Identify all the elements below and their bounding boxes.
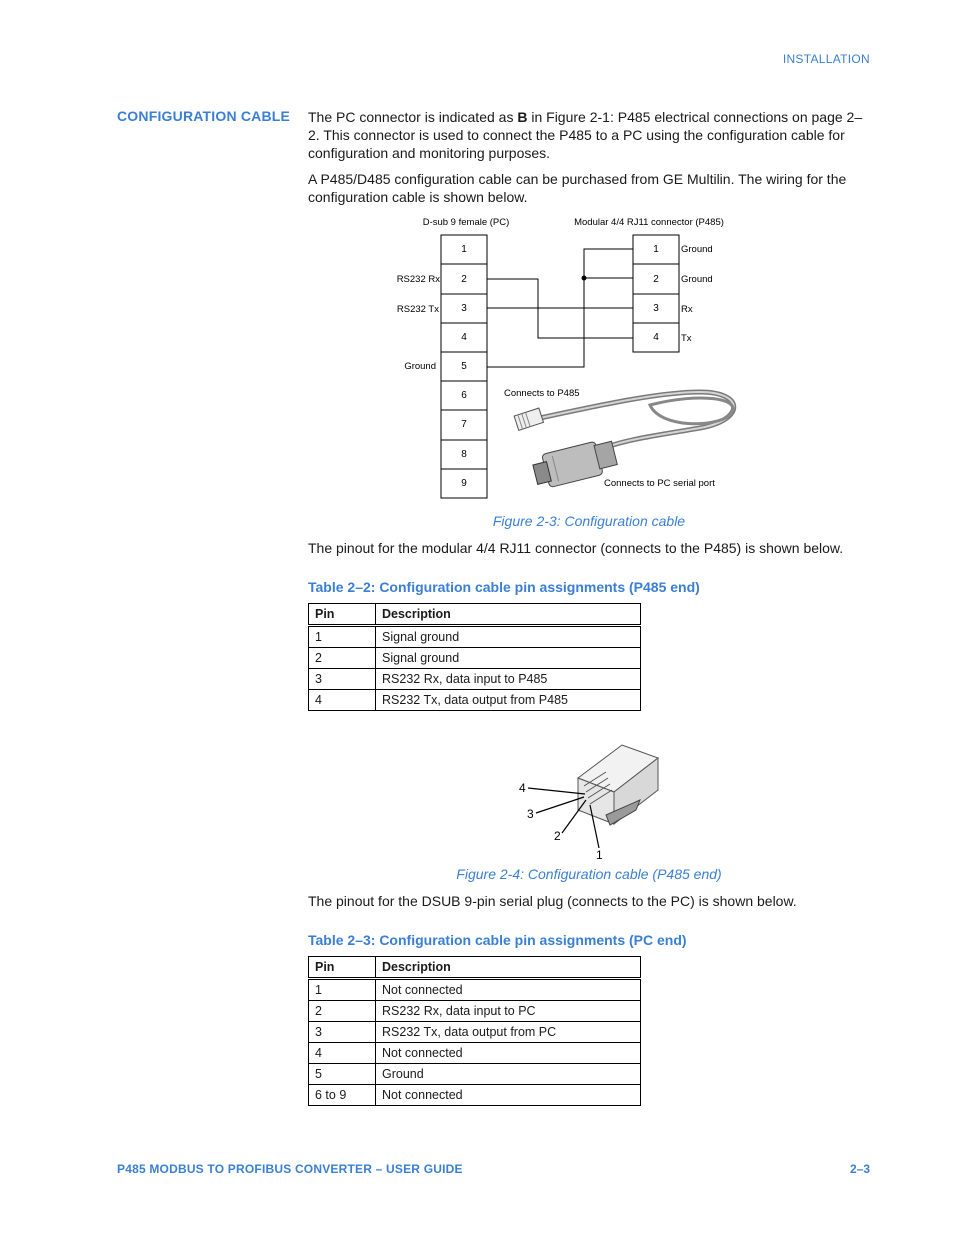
section-title: CONFIGURATION CABLE xyxy=(117,108,291,124)
dsub-pin-3: 3 xyxy=(461,303,467,314)
connects-pc-label: Connects to PC serial port xyxy=(604,478,715,489)
wiring-lines xyxy=(487,249,633,367)
connects-p485-label: Connects to P485 xyxy=(504,388,580,399)
pin-cell: 3 xyxy=(309,669,376,690)
description-cell: Not connected xyxy=(376,1043,641,1064)
cable-illustration xyxy=(514,392,734,490)
pin-label-3: 3 xyxy=(527,807,534,821)
description-cell: RS232 Tx, data output from PC xyxy=(376,1022,641,1043)
page-number: 2–3 xyxy=(849,1162,870,1176)
table-row xyxy=(309,1022,641,1043)
footer-title: P485 MODBUS TO PROFIBUS CONVERTER – USER GUIDE xyxy=(117,1162,463,1176)
table-pc-pins xyxy=(308,956,641,1106)
rj11-label-4: Tx xyxy=(681,333,692,344)
table-2-2-title: Table 2–2: Configuration cable pin assignments (P485 end) xyxy=(308,579,700,595)
description-cell: RS232 Tx, data output from P485 xyxy=(376,690,641,711)
table-row xyxy=(309,669,641,690)
dsub-pin-8: 8 xyxy=(461,449,467,460)
paragraph-cable-purchase: A P485/D485 configuration cable can be purchased from GE Multilin. The wiring for the configuration cable is shown below. xyxy=(308,171,847,205)
pin-cell: 5 xyxy=(309,1064,376,1085)
junction-dot xyxy=(582,276,587,281)
pin-cell: 3 xyxy=(309,1022,376,1043)
description-cell: Signal ground xyxy=(376,626,641,648)
dsub-label-rx: RS232 Rx xyxy=(396,274,440,285)
table-row xyxy=(309,648,641,669)
figure-2-4-caption: Figure 2-4: Configuration cable (P485 end) xyxy=(456,866,722,882)
table-p485-pins xyxy=(308,603,641,711)
rj11-label-2: Ground xyxy=(681,274,713,285)
pin-cell: 1 xyxy=(309,979,376,1001)
rj11-pin-2: 2 xyxy=(653,274,659,285)
pin-label-4: 4 xyxy=(519,781,526,795)
dsub-pin-7: 7 xyxy=(461,419,467,430)
dsub-pin-6: 6 xyxy=(461,390,467,401)
rj11-title: Modular 4/4 RJ11 connector (P485) xyxy=(574,217,724,228)
pin-cell: 1 xyxy=(309,626,376,648)
table-header-row xyxy=(309,604,641,626)
table-row xyxy=(309,690,641,711)
description-cell: Signal ground xyxy=(376,648,641,669)
dsub-pin-4: 4 xyxy=(461,332,467,343)
dsub-label-ground: Ground xyxy=(404,361,436,372)
paragraph-dsub-pinout: The pinout for the DSUB 9-pin serial plug (connects to the PC) is shown below. xyxy=(308,893,797,909)
rj11-plug-illustration xyxy=(500,735,680,865)
pin-cell: 2 xyxy=(309,648,376,669)
pin-cell: 4 xyxy=(309,1043,376,1064)
pin-label-2: 2 xyxy=(554,829,561,843)
description-cell: Ground xyxy=(376,1064,641,1085)
wiring-diagram xyxy=(380,210,760,505)
pin-cell: 4 xyxy=(309,690,376,711)
rj11-pin-1: 1 xyxy=(653,244,659,255)
description-cell: Not connected xyxy=(376,1085,641,1106)
dsub-pin-1: 1 xyxy=(461,244,467,255)
column-header-pin: Pin xyxy=(309,957,376,979)
pin-cell: 2 xyxy=(309,1001,376,1022)
description-cell: RS232 Rx, data input to PC xyxy=(376,1001,641,1022)
table-row xyxy=(309,1001,641,1022)
table-row xyxy=(309,1085,641,1106)
table-row xyxy=(309,1043,641,1064)
table-row xyxy=(309,1064,641,1085)
pin-cell: 6 to 9 xyxy=(309,1085,376,1106)
table-row xyxy=(309,979,641,1001)
paragraph-pc-connector: The PC connector is indicated as B in Figure 2-1: P485 electrical connections on page 2–2. This connector is used to connect the P485 to a PC using the configuration cable for configuration and monitoring purposes. xyxy=(308,109,863,161)
description-cell: Not connected xyxy=(376,979,641,1001)
column-header-description: Description xyxy=(376,957,641,979)
table-header-row xyxy=(309,957,641,979)
dsub-pin-5: 5 xyxy=(461,361,467,372)
pin-label-1: 1 xyxy=(596,848,603,862)
dsub-pin-2: 2 xyxy=(461,274,467,285)
dsub-title: D-sub 9 female (PC) xyxy=(422,217,510,228)
table-2-3-title: Table 2–3: Configuration cable pin assignments (PC end) xyxy=(308,932,687,948)
description-cell: RS232 Rx, data input to P485 xyxy=(376,669,641,690)
dsub-label-tx: RS232 Tx xyxy=(396,304,439,315)
rj11-pin-4: 4 xyxy=(653,332,659,343)
rj11-label-3: Rx xyxy=(681,304,693,315)
rj11-pin-3: 3 xyxy=(653,303,659,314)
column-header-pin: Pin xyxy=(309,604,376,626)
paragraph-rj11-pinout: The pinout for the modular 4/4 RJ11 connector (connects to the P485) is shown below. xyxy=(308,540,844,556)
dsub-pin-9: 9 xyxy=(461,478,467,489)
running-header: INSTALLATION xyxy=(782,52,870,66)
table-row xyxy=(309,626,641,648)
column-header-description: Description xyxy=(376,604,641,626)
rj11-label-1: Ground xyxy=(681,244,713,255)
figure-2-3-caption: Figure 2-3: Configuration cable xyxy=(492,513,686,529)
